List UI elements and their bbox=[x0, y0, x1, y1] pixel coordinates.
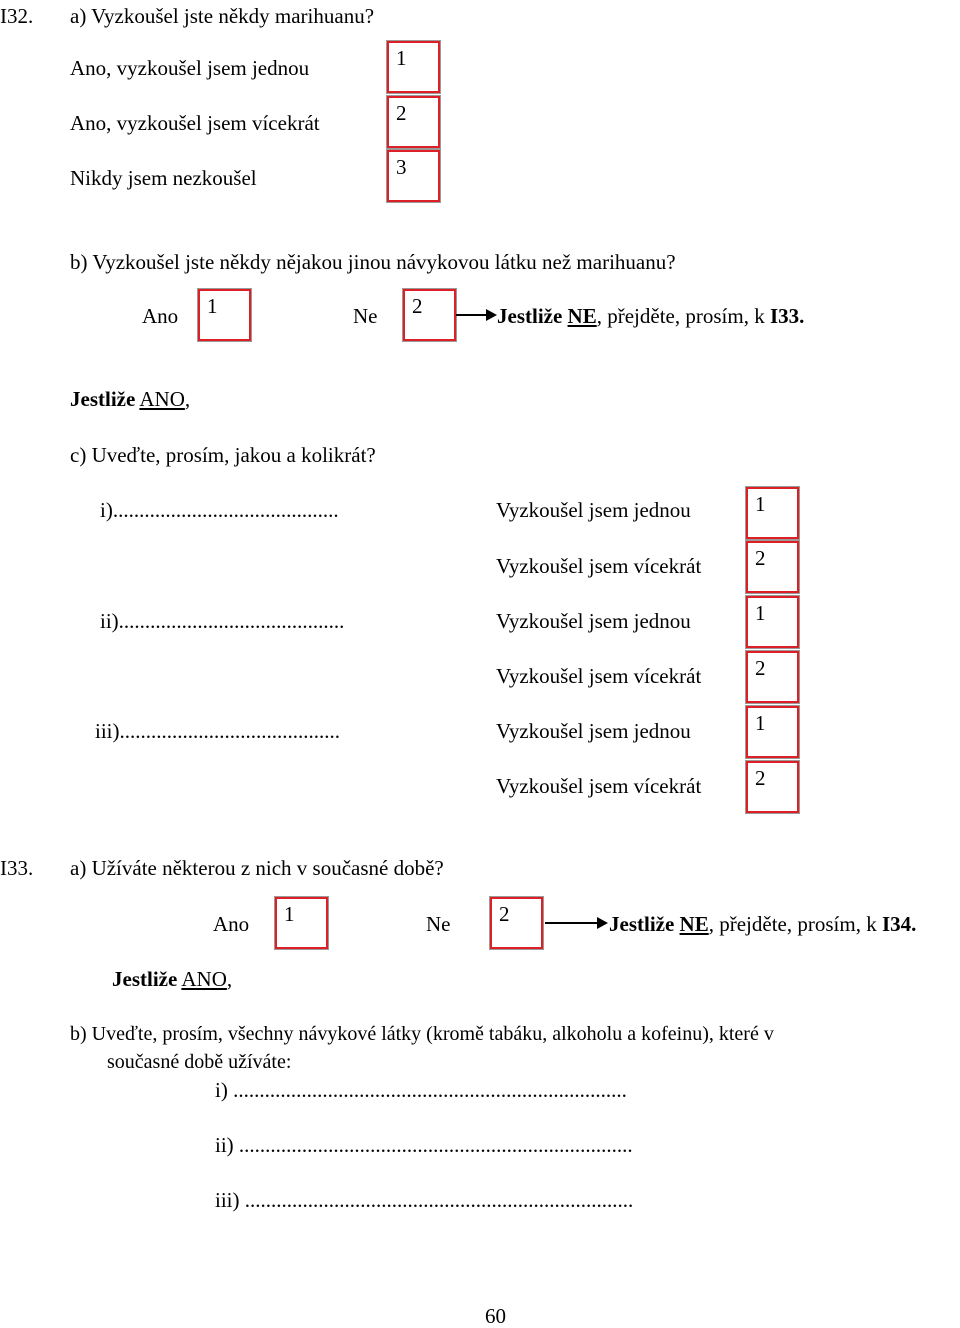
question-number-i32: I32. bbox=[0, 4, 34, 28]
yes-answer-box[interactable] bbox=[275, 897, 328, 949]
answer-code: 1 bbox=[755, 492, 766, 516]
option-label-once: Ano, vyzkoušel jsem jednou bbox=[70, 56, 310, 80]
skip-text: , přejděte, prosím, k bbox=[596, 304, 765, 328]
substance-line-i: i)........................................... bbox=[100, 498, 339, 522]
skip-key: NE bbox=[679, 912, 709, 936]
if-yes-heading bbox=[112, 969, 232, 990]
question-i33b-continued: současné době užíváte: bbox=[107, 1051, 292, 1073]
answer-box-never[interactable] bbox=[387, 150, 440, 202]
answer-code: 1 bbox=[396, 46, 407, 70]
answer-box-once[interactable] bbox=[746, 487, 799, 539]
question-i33a: a) Užíváte některou z nich v současné době? bbox=[70, 856, 444, 880]
arrow-right-icon bbox=[545, 916, 609, 930]
skip-target: I33. bbox=[769, 304, 805, 328]
skip-text: , přejděte, prosím, k bbox=[708, 912, 877, 936]
skip-prefix: Jestliže bbox=[497, 304, 563, 328]
answer-code: 2 bbox=[412, 294, 423, 318]
answer-box-many[interactable] bbox=[746, 761, 799, 813]
page-number: 60 bbox=[485, 1304, 506, 1328]
option-label-many: Vyzkoušel jsem vícekrát bbox=[496, 554, 702, 578]
answer-line-ii[interactable]: ii) ........................................................................... bbox=[215, 1133, 633, 1157]
option-label-once: Vyzkoušel jsem jednou bbox=[496, 609, 691, 633]
option-label-many: Ano, vyzkoušel jsem vícekrát bbox=[70, 111, 320, 135]
answer-box-many[interactable] bbox=[387, 96, 440, 148]
answer-code: 2 bbox=[396, 101, 407, 125]
answer-code: 2 bbox=[755, 656, 766, 680]
question-i33b: b) Uveďte, prosím, všechny návykové látky (kromě tabáku, alkoholu a kofeinu), které v bbox=[70, 1023, 774, 1045]
if-yes-heading bbox=[70, 389, 190, 410]
skip-instruction-i34 bbox=[609, 914, 916, 935]
answer-code: 2 bbox=[499, 902, 510, 926]
if-yes-prefix: Jestliže bbox=[112, 967, 178, 991]
option-label-many: Vyzkoušel jsem vícekrát bbox=[496, 774, 702, 798]
answer-code: 1 bbox=[207, 294, 218, 318]
answer-box-once[interactable] bbox=[746, 596, 799, 648]
option-label-many: Vyzkoušel jsem vícekrát bbox=[496, 664, 702, 688]
no-label: Ne bbox=[426, 912, 451, 936]
answer-code: 1 bbox=[755, 711, 766, 735]
answer-code: 1 bbox=[755, 601, 766, 625]
question-number-i33: I33. bbox=[0, 856, 34, 880]
question-i32a: a) Vyzkoušel jste někdy marihuanu? bbox=[70, 4, 375, 28]
yes-label: Ano bbox=[213, 912, 250, 936]
arrow-right-icon bbox=[456, 308, 498, 322]
no-answer-box[interactable] bbox=[490, 897, 543, 949]
skip-key: NE bbox=[567, 304, 597, 328]
option-label-once: Vyzkoušel jsem jednou bbox=[496, 719, 691, 743]
answer-line-iii[interactable]: iii) .......................................................................... bbox=[215, 1188, 634, 1212]
answer-code: 1 bbox=[284, 902, 295, 926]
yes-label: Ano bbox=[142, 304, 179, 328]
answer-line-i[interactable]: i) ........................................................................... bbox=[215, 1078, 627, 1102]
answer-box-once[interactable] bbox=[387, 41, 440, 93]
answer-code: 2 bbox=[755, 766, 766, 790]
answer-box-many[interactable] bbox=[746, 651, 799, 703]
if-yes-key: ANO bbox=[139, 387, 185, 411]
question-i32b: b) Vyzkoušel jste někdy nějakou jinou návykovou látku než marihuanu? bbox=[70, 250, 676, 274]
yes-answer-box[interactable] bbox=[198, 289, 251, 341]
substance-line-iii: iii).......................................... bbox=[95, 719, 340, 743]
option-label-never: Nikdy jsem nezkoušel bbox=[70, 166, 257, 190]
no-label: Ne bbox=[353, 304, 378, 328]
if-yes-suffix: , bbox=[226, 967, 233, 991]
answer-code: 3 bbox=[396, 155, 407, 179]
skip-instruction-i33 bbox=[497, 306, 804, 327]
answer-code: 2 bbox=[755, 546, 766, 570]
question-i32c: c) Uveďte, prosím, jakou a kolikrát? bbox=[70, 443, 376, 467]
answer-box-many[interactable] bbox=[746, 541, 799, 593]
if-yes-prefix: Jestliže bbox=[70, 387, 136, 411]
answer-box-once[interactable] bbox=[746, 706, 799, 758]
skip-target: I34. bbox=[881, 912, 917, 936]
if-yes-key: ANO bbox=[181, 967, 227, 991]
option-label-once: Vyzkoušel jsem jednou bbox=[496, 498, 691, 522]
no-answer-box[interactable] bbox=[403, 289, 456, 341]
substance-line-ii: ii)........................................... bbox=[100, 609, 345, 633]
skip-prefix: Jestliže bbox=[609, 912, 675, 936]
if-yes-suffix: , bbox=[184, 387, 191, 411]
